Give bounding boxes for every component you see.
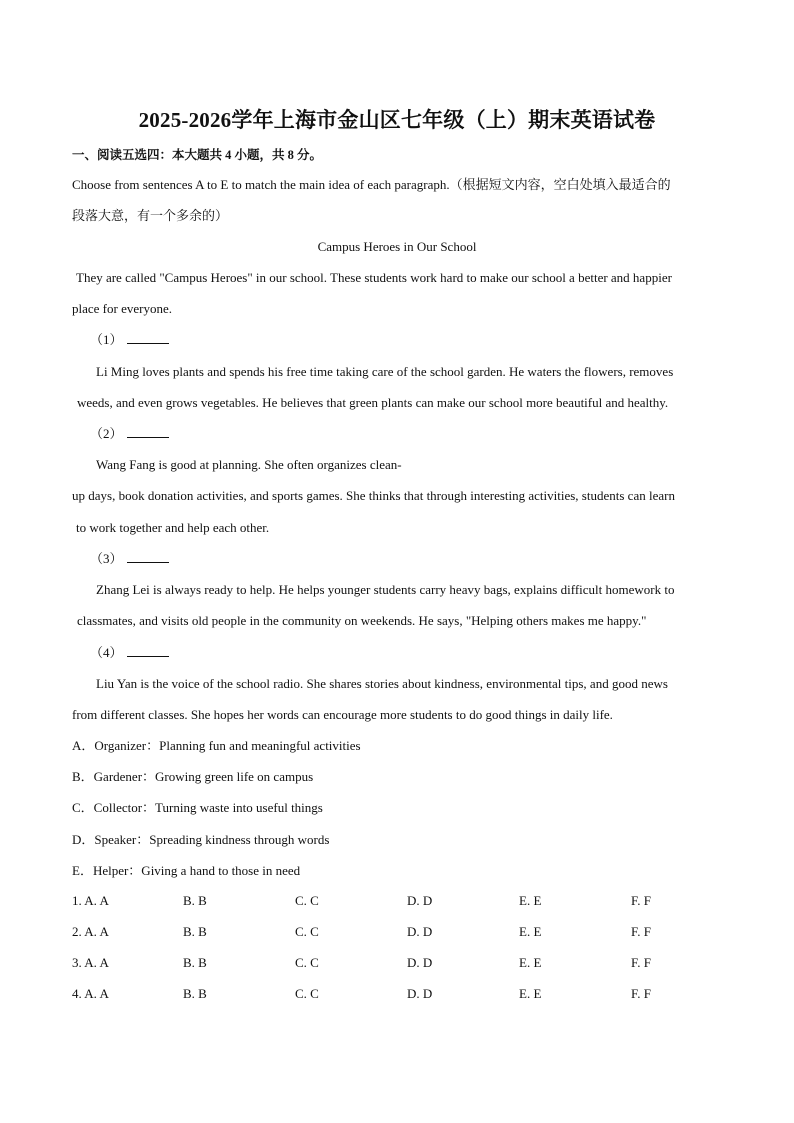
choice[interactable]: 3. A. A [72, 955, 109, 970]
option-d: D．Speaker：Spreading kindness through words [72, 832, 330, 847]
answer-row [72, 893, 712, 924]
choice[interactable]: E. E [519, 986, 542, 1001]
option-e: E．Helper：Giving a hand to those in need [72, 863, 301, 878]
answer-row [72, 986, 712, 1017]
answer-blank[interactable] [127, 331, 169, 344]
choice[interactable]: C. C [295, 924, 319, 939]
choice[interactable]: C. C [295, 955, 319, 970]
paragraph-line: weeds, and even grows vegetables. He believes that green plants can make our school more beautiful and healthy. [77, 395, 669, 410]
choice[interactable]: B. B [183, 986, 207, 1001]
answer-blank[interactable] [127, 644, 169, 657]
blank-label: （3） [90, 551, 123, 566]
intro-line: place for everyone. [72, 301, 172, 316]
passage-title: Campus Heroes in Our School [317, 239, 477, 254]
choice[interactable]: B. B [183, 893, 207, 908]
choice[interactable]: F. F [631, 955, 651, 970]
blank-label: （4） [90, 645, 123, 660]
choice[interactable]: F. F [631, 986, 651, 1001]
paragraph-line: Li Ming loves plants and spends his free time taking care of the school garden. He waters the flowers, removes [96, 364, 674, 379]
answer-choices [72, 893, 712, 1017]
choice[interactable]: F. F [631, 893, 651, 908]
choice[interactable]: D. D [407, 955, 433, 970]
choice[interactable]: E. E [519, 924, 542, 939]
paragraph-line: to work together and help each other. [76, 520, 270, 535]
choice[interactable]: D. D [407, 924, 433, 939]
instruction-line: 段落大意，有一个多余的） [72, 208, 229, 223]
intro-line: They are called "Campus Heroes" in our school. These students work hard to make our school a better and happier [76, 270, 672, 285]
instruction-line: Choose from sentences A to E to match the main idea of each paragraph.（根据短文内容，空白处填入最适合的 [72, 177, 671, 192]
choice[interactable]: C. C [295, 893, 319, 908]
choice[interactable]: E. E [519, 955, 542, 970]
choice[interactable]: B. B [183, 955, 207, 970]
blank-3[interactable] [90, 550, 169, 568]
choice[interactable]: 4. A. A [72, 986, 109, 1001]
paragraph-line: classmates, and visits old people in the community on weekends. He says, "Helping others makes me happy." [77, 613, 647, 628]
answer-blank[interactable] [127, 425, 169, 438]
blank-2[interactable] [90, 425, 169, 443]
option-a: A．Organizer：Planning fun and meaningful activities [72, 738, 361, 753]
choice[interactable]: D. D [407, 986, 433, 1001]
blank-1[interactable] [90, 331, 169, 349]
answer-blank[interactable] [127, 550, 169, 563]
option-c: C．Collector：Turning waste into useful things [72, 800, 323, 815]
answer-row [72, 955, 712, 986]
blank-label: （1） [90, 332, 123, 347]
paragraph-line: Zhang Lei is always ready to help. He helps younger students carry heavy bags, explains difficult homework to [96, 582, 675, 597]
paragraph-line: Wang Fang is good at planning. She often organizes clean- [96, 457, 402, 472]
section-heading: 一、阅读五选四：本大题共 4 小题，共 8 分。 [72, 148, 323, 162]
choice[interactable]: 2. A. A [72, 924, 109, 939]
choice[interactable]: C. C [295, 986, 319, 1001]
choice[interactable]: D. D [407, 893, 433, 908]
paragraph-line: Liu Yan is the voice of the school radio. She shares stories about kindness, environmental tips, and good news [96, 676, 668, 691]
choice[interactable]: B. B [183, 924, 207, 939]
paragraph-line: up days, book donation activities, and sports games. She thinks that through interesting activities, students can learn [72, 488, 675, 503]
blank-4[interactable] [90, 644, 169, 662]
choice[interactable]: F. F [631, 924, 651, 939]
answer-row [72, 924, 712, 955]
page-title: 2025-2026学年上海市金山区七年级（上）期末英语试卷 [138, 108, 656, 132]
blank-label: （2） [90, 426, 123, 441]
option-b: B．Gardener：Growing green life on campus [72, 769, 314, 784]
choice[interactable]: E. E [519, 893, 542, 908]
paragraph-line: from different classes. She hopes her words can encourage more students to do good things in daily life. [72, 707, 613, 722]
choice[interactable]: 1. A. A [72, 893, 109, 908]
